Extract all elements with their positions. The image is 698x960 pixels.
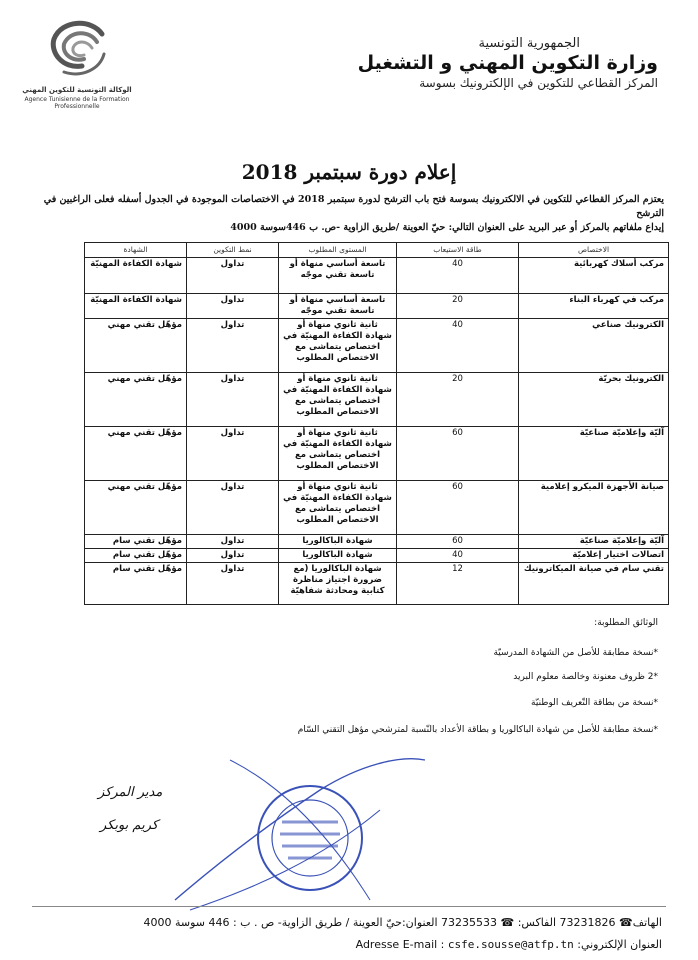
cell-specialty: مركب في كهرباء البناء: [519, 294, 669, 319]
cell-capacity: 20: [397, 294, 519, 319]
cell-specialty: اتصالات اختيار إعلاميّة: [519, 549, 669, 563]
cell-certificate: شهادة الكفاءة المهنيّة: [85, 258, 187, 294]
table-row: [85, 319, 669, 373]
director-name: كريم بوبكر: [100, 818, 159, 833]
cell-capacity: 40: [397, 549, 519, 563]
cell-certificate: مؤهّل تقني سام: [85, 563, 187, 605]
cell-capacity: 40: [397, 258, 519, 294]
cell-capacity: 40: [397, 319, 519, 373]
document-item: *نسخة مطابقة للأصل من الشهادة المدرسيّة: [493, 648, 658, 658]
cell-specialty: الكترونيك بحريّة: [519, 373, 669, 427]
table-row: [85, 563, 669, 605]
director-title: مدير المركز: [98, 785, 163, 800]
cell-certificate: مؤهّل تقني مهني: [85, 427, 187, 481]
cell-certificate: شهادة الكفاءة المهنيّة: [85, 294, 187, 319]
table-row: [85, 481, 669, 535]
table-row: [85, 549, 669, 563]
header-capacity: طاقة الاستيعاب: [397, 243, 519, 258]
cell-level: تاسعة أساسي منهاة أو تاسعة تقني موجّه: [279, 294, 397, 319]
table-row: [85, 535, 669, 549]
document-item: *نسخة من بطاقة التّعريف الوطنيّة: [531, 698, 658, 708]
cell-specialty: آليّة وإعلاميّة صناعيّة: [519, 427, 669, 481]
intro-line-1: يعتزم المركز القطاعي للتكوين في الالكترونيك بسوسة فتح باب الترشح لدورة سبتمبر 2018 في الاختصاصات الموجودة في الجدول أسفله فعلى الراغبين في الترشح: [43, 194, 664, 219]
cell-capacity: 12: [397, 563, 519, 605]
official-stamp: [170, 750, 430, 920]
footer-contact: الهاتف☎ 73231826 الفاكس: ☎ 73235533 العنوان:حيّ العوينة / طريق الزاوية- ص . ب : 446 سوسة 4000: [143, 916, 662, 929]
email-label-fr: Adresse E-mail :: [355, 938, 445, 951]
table-row: [85, 373, 669, 427]
cell-mode: تداول: [187, 258, 279, 294]
cell-capacity: 60: [397, 535, 519, 549]
email-link[interactable]: csfe.sousse@atfp.tn: [447, 938, 574, 951]
cell-level: ثانية ثانوي منهاة أو شهادة الكفاءة المهنيّة في اختصاص يتماشى مع الاختصاص المطلوب: [279, 481, 397, 535]
page-title: إعلام دورة سبتمبر 2018: [241, 160, 457, 184]
cell-capacity: 20: [397, 373, 519, 427]
header-specialty: الاختصاص: [519, 243, 669, 258]
center-heading: المركز القطاعي للتكوين في الإلكترونيك بسوسة: [419, 76, 658, 90]
document-item: *نسخة مطابقة للأصل من شهادة الباكالوريا و بطاقة الأعداد بالنّسبة لمترشحي مؤهل التقني السّام: [297, 725, 658, 735]
cell-capacity: 60: [397, 481, 519, 535]
agency-logo: [22, 14, 132, 124]
email-label-ar: :العنوان الإلكتروني: [577, 938, 662, 951]
cell-specialty: تقني سام في صيانة الميكاترونيك: [519, 563, 669, 605]
cell-mode: تداول: [187, 319, 279, 373]
header-level: المستوى المطلوب: [279, 243, 397, 258]
cell-specialty: آليّة وإعلاميّة صناعيّة: [519, 535, 669, 549]
agency-name-ar: الوكالة التونسية للتكوين المهني: [22, 86, 132, 94]
footer-divider: [32, 906, 666, 907]
agency-name-fr-line2: Professionnelle: [54, 103, 100, 110]
cell-specialty: صيانة الأجهزة الميكرو إعلامية: [519, 481, 669, 535]
ministry-heading: وزارة التكوين المهني و التشغيل: [357, 52, 658, 74]
cell-level: شهادة الباكالوريا: [279, 535, 397, 549]
intro-line-2: إيداع ملفاتهم بالمركز أو عبر البريد على العنوان التالي: حيّ العوينة /طريق الزاوية -ص. ب 446سوسة 4000: [230, 222, 664, 233]
cell-level: ثانية ثانوي منهاة أو شهادة الكفاءة المهنيّة في اختصاص يتماشى مع الاختصاص المطلوب: [279, 373, 397, 427]
cell-certificate: مؤهّل تقني مهني: [85, 319, 187, 373]
swirl-logo-icon: [42, 14, 112, 84]
cell-level: تاسعة أساسي منهاة أو تاسعة تقني موجّه: [279, 258, 397, 294]
cell-level: ثانية ثانوي منهاة أو شهادة الكفاءة المهنيّة في اختصاص يتماشى مع الاختصاص المطلوب: [279, 427, 397, 481]
cell-mode: تداول: [187, 373, 279, 427]
cell-mode: تداول: [187, 427, 279, 481]
cell-capacity: 60: [397, 427, 519, 481]
republic-heading: الجمهورية التونسية: [478, 36, 580, 51]
table-row: [85, 427, 669, 481]
cell-mode: تداول: [187, 294, 279, 319]
cell-level: ثانية ثانوي منهاة أو شهادة الكفاءة المهنيّة في اختصاص يتماشى مع الاختصاص المطلوب: [279, 319, 397, 373]
table-row: [85, 258, 669, 294]
specialties-table: [84, 242, 669, 605]
intro-paragraph: [24, 193, 664, 235]
cell-level: شهادة الباكالوريا (مع ضرورة اجتياز مناظرة كتابية ومحادثة شفاهيّة: [279, 563, 397, 605]
documents-title: الوثائق المطلوبة:: [594, 618, 658, 628]
cell-mode: تداول: [187, 563, 279, 605]
cell-specialty: الكترونيك صناعي: [519, 319, 669, 373]
cell-level: شهادة الباكالوريا: [279, 549, 397, 563]
table-row: [85, 294, 669, 319]
cell-mode: تداول: [187, 535, 279, 549]
header-mode: نمط التكوين: [187, 243, 279, 258]
cell-certificate: مؤهّل تقني مهني: [85, 373, 187, 427]
footer-email-line: [356, 938, 662, 951]
cell-certificate: مؤهّل تقني سام: [85, 549, 187, 563]
agency-name-fr-line1: Agence Tunisienne de la Formation: [24, 96, 130, 103]
table-header-row: [85, 243, 669, 258]
cell-specialty: مركب أسلاك كهربائية: [519, 258, 669, 294]
agency-name-fr: [22, 96, 132, 110]
cell-certificate: مؤهّل تقني سام: [85, 535, 187, 549]
header-certificate: الشهادة: [85, 243, 187, 258]
document-item: *2 ظروف معنونة وخالصة معلوم البريد: [513, 672, 658, 682]
cell-certificate: مؤهّل تقني مهني: [85, 481, 187, 535]
cell-mode: تداول: [187, 549, 279, 563]
cell-mode: تداول: [187, 481, 279, 535]
